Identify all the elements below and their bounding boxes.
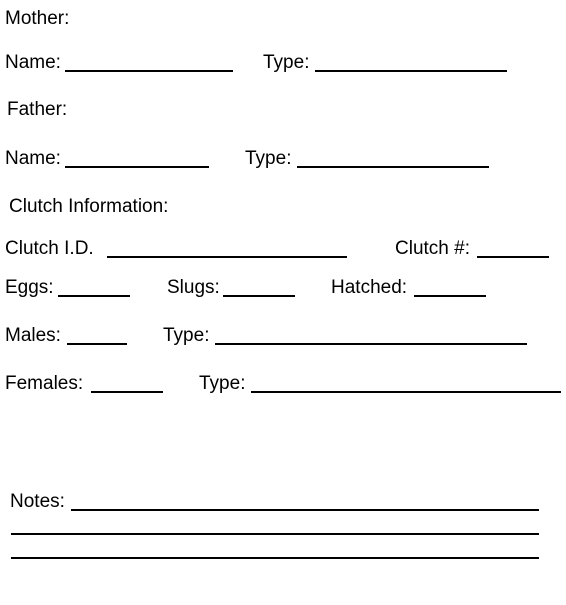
males-label: Males: <box>5 325 61 346</box>
mother-heading: Mother: <box>5 8 70 29</box>
notes-line-3[interactable] <box>11 557 539 559</box>
clutch-number-label: Clutch #: <box>395 238 470 259</box>
females-type-field[interactable] <box>251 391 561 393</box>
father-name-label: Name: <box>5 148 61 169</box>
clutch-id-label: Clutch I.D. <box>5 238 94 259</box>
females-field[interactable] <box>91 391 163 393</box>
males-field[interactable] <box>67 343 127 345</box>
father-type-field[interactable] <box>297 166 489 168</box>
mother-type-label: Type: <box>263 52 310 73</box>
males-type-label: Type: <box>163 325 210 346</box>
males-type-field[interactable] <box>215 343 527 345</box>
father-name-field[interactable] <box>65 166 209 168</box>
clutch-heading: Clutch Information: <box>9 196 169 217</box>
mother-name-label: Name: <box>5 52 61 73</box>
eggs-label: Eggs: <box>5 277 54 298</box>
clutch-number-field[interactable] <box>477 256 549 258</box>
notes-label: Notes: <box>10 491 65 512</box>
notes-line-1[interactable] <box>71 509 539 511</box>
females-type-label: Type: <box>199 373 246 394</box>
notes-line-2[interactable] <box>11 533 539 535</box>
mother-name-field[interactable] <box>65 70 233 72</box>
mother-type-field[interactable] <box>315 70 507 72</box>
hatched-label: Hatched: <box>331 277 408 298</box>
hatched-field[interactable] <box>414 295 486 297</box>
eggs-field[interactable] <box>58 295 130 297</box>
clutch-id-field[interactable] <box>107 256 347 258</box>
females-label: Females: <box>5 373 84 394</box>
father-heading: Father: <box>7 99 68 120</box>
slugs-field[interactable] <box>223 295 295 297</box>
slugs-label: Slugs: <box>167 277 220 298</box>
father-type-label: Type: <box>245 148 292 169</box>
